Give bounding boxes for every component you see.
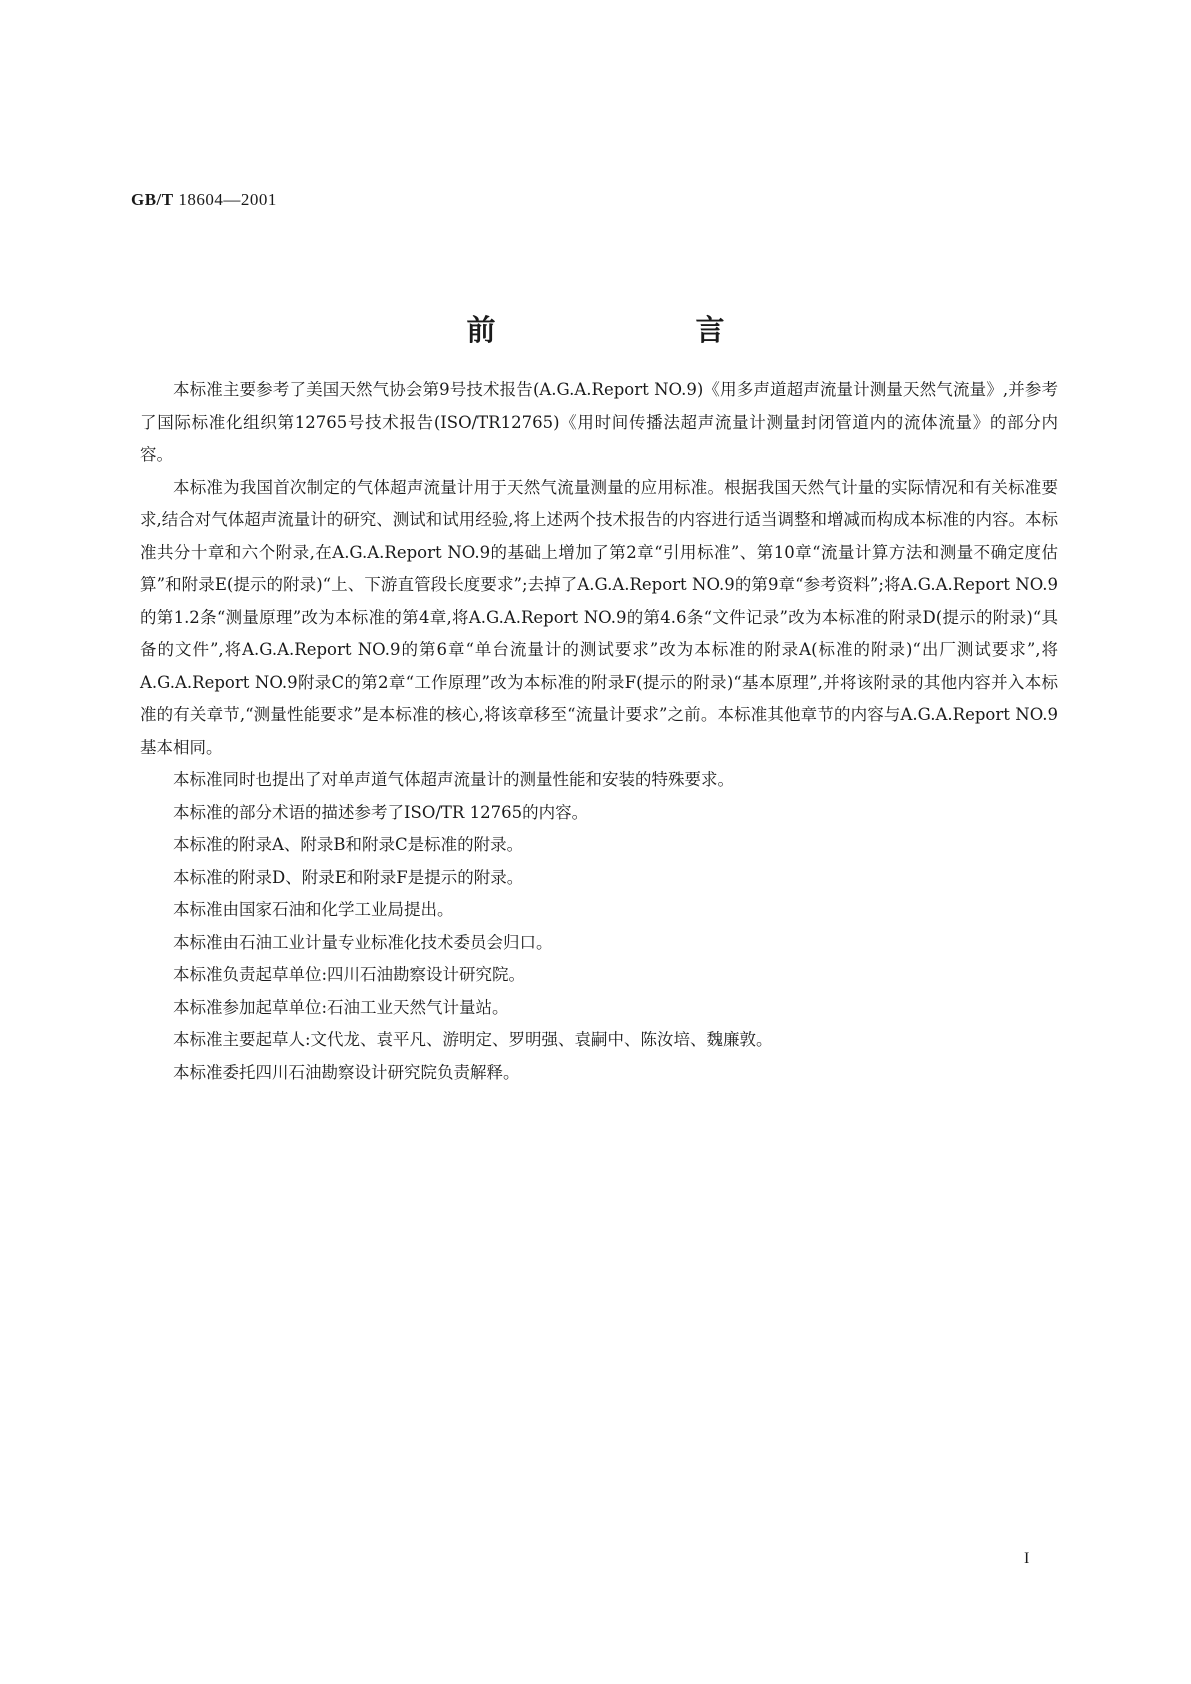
paragraph-informative-annexes: 本标准的附录D、附录E和附录F是提示的附录。 [173,867,524,887]
paragraph-drafting-unit: 本标准负责起草单位:四川石油勘察设计研究院。 [173,965,526,984]
page-title: 前 言 [466,313,820,347]
standard-header [131,190,277,210]
paragraph-proposed-by: 本标准由国家石油和化学工业局提出。 [173,900,454,919]
paragraph-interpretation: 本标准委托四川石油勘察设计研究院负责解释。 [173,1062,520,1082]
paragraph-normative-annexes: 本标准的附录A、附录B和附录C是标准的附录。 [173,835,524,854]
standard-number: 18604—2001 [178,190,277,209]
paragraph-single-path: 本标准同时也提出了对单声道气体超声流量计的测量性能和安装的特殊要求。 [173,770,734,789]
foreword-body [140,374,1058,1089]
standard-code: GB/T [131,190,174,209]
page-number: I [1024,1550,1030,1567]
paragraph-terminology: 本标准的部分术语的描述参考了ISO/TR 12765的内容。 [173,802,589,822]
paragraph-participating-unit: 本标准参加起草单位:石油工业天然气计量站。 [173,997,509,1017]
paragraph-drafters: 本标准主要起草人:文代龙、袁平凡、游明定、罗明强、袁嗣中、陈汝培、魏廉敦。 [173,1030,773,1049]
paragraph-structure: 本标准为我国首次制定的气体超声流量计用于天然气流量测量的应用标准。根据我国天然气计量的实际情况和有关标准要求,结合对气体超声流量计的研究、测试和试用经验,将上述两个技术报告的内容进行适当调整和增减而构成本标准的内容。本标准共分十章和六个附录,在A.G.A.Report NO.9的基础上增加了第2章“引用标准”、第10章“流量计算方法和测量不确定度估算”和附录E(提示的附录)“上、下游直管段长度要求”;去掉了A.G.A.Report NO.9的第9章“参考资料”;将A.G.A.Report NO.9的第1.2条“测量原理”改为本标准的第4章,将A.G.A.Report NO.9的第4.6条“文件记录”改为本标准的附录D(提示的附录)“具备的文件”,将A.G.A.Report NO.9的第6章“单台流量计的测试要求”改为本标准的附录A(标准的附录)“出厂测试要求”,将A.G.A.Report NO.9附录C的第2章“工作原理”改为本标准的附录F(提示的附录)“基本原理”,并将该附录的其他内容并入本标准的有关章节,“测量性能要求”是本标准的核心,将该章移至“流量计要求”之前。本标准其他章节的内容与A.G.A.Report NO.9基本相同。 [140,477,1058,757]
paragraph-centralized-by: 本标准由石油工业计量专业标准化技术委员会归口。 [173,932,553,952]
paragraph-references: 本标准主要参考了美国天然气协会第9号技术报告(A.G.A.Report NO.9)《用多声道超声流量计测量天然气流量》,并参考了国际标准化组织第12765号技术报告(ISO/TR12765)《用时间传播法超声流量计测量封闭管道内的流体流量》的部分内容。 [140,380,1058,464]
